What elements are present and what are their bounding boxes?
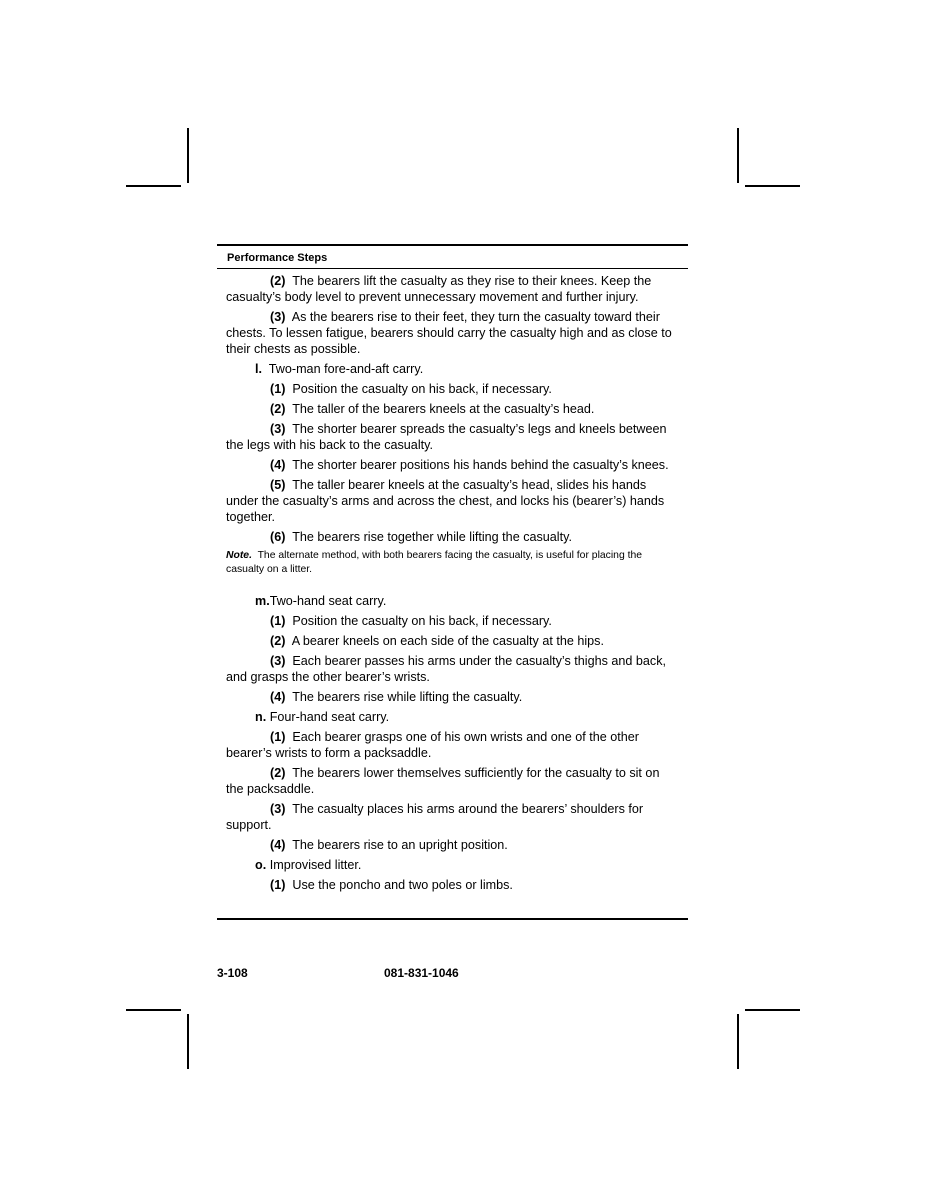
step-paragraph — [226, 765, 678, 797]
step-number: (4) — [270, 838, 286, 852]
substep-title: Improvised litter. — [269, 858, 362, 872]
substep-title: Four-hand seat carry. — [269, 710, 390, 724]
step-text: The bearers rise while lifting the casualty. — [292, 690, 523, 704]
step-paragraph — [226, 401, 678, 417]
note-label: Note. — [226, 550, 252, 561]
crop-mark-bottom-left-vertical — [187, 1014, 189, 1069]
step-number: (1) — [270, 382, 286, 396]
substep-letter: o. — [255, 858, 267, 872]
step-text: Position the casualty on his back, if necessary. — [292, 382, 552, 396]
step-paragraph — [226, 529, 678, 545]
substep-heading — [226, 593, 678, 609]
step-number: (3) — [270, 310, 286, 324]
step-text: A bearer kneels on each side of the casualty at the hips. — [291, 634, 604, 648]
step-text: The bearers lower themselves sufficiently for the casualty to sit on the packsaddle. — [226, 766, 660, 796]
page-number: 3-108 — [217, 966, 248, 980]
section-title: Performance Steps — [227, 252, 328, 264]
step-paragraph — [226, 273, 678, 305]
crop-mark-bottom-left-horizontal — [126, 1009, 181, 1011]
content-bottom-rule — [217, 918, 688, 920]
substep-heading — [226, 361, 678, 377]
step-number: (1) — [270, 878, 286, 892]
step-paragraph — [226, 457, 678, 473]
step-number: (3) — [270, 654, 286, 668]
step-text: The bearers lift the casualty as they rise to their knees. Keep the casualty’s body level to prevent unnecessary movement and further injury. — [226, 274, 652, 304]
document-number: 081-831-1046 — [384, 966, 459, 980]
step-paragraph — [226, 381, 678, 397]
step-number: (4) — [270, 690, 286, 704]
step-text: The taller of the bearers kneels at the casualty’s head. — [292, 402, 595, 416]
step-number: (4) — [270, 458, 286, 472]
substep-letter: l. — [255, 362, 262, 376]
step-number: (6) — [270, 530, 286, 544]
step-paragraph — [226, 309, 678, 357]
step-number: (2) — [270, 634, 286, 648]
crop-mark-top-left-vertical — [187, 128, 189, 183]
substep-title: Two-man fore-and-aft carry. — [268, 362, 424, 376]
section-header — [217, 244, 688, 269]
step-paragraph — [226, 729, 678, 761]
step-text: The shorter bearer positions his hands behind the casualty’s knees. — [292, 458, 669, 472]
step-text: The taller bearer kneels at the casualty’s head, slides his hands under the casualty’s arms and across the chest, and locks his (bearer’s) hands together. — [226, 478, 665, 524]
step-number: (2) — [270, 274, 286, 288]
step-paragraph — [226, 689, 678, 705]
crop-mark-bottom-right-horizontal — [745, 1009, 800, 1011]
crop-mark-top-right-vertical — [737, 128, 739, 183]
step-number: (3) — [270, 802, 286, 816]
step-number: (1) — [270, 614, 286, 628]
step-paragraph — [226, 421, 678, 453]
step-text: Each bearer grasps one of his own wrists and one of the other bearer’s wrists to form a packsaddle. — [226, 730, 639, 760]
step-text: The bearers rise together while lifting the casualty. — [292, 530, 572, 544]
substep-heading — [226, 709, 678, 725]
step-paragraph — [226, 801, 678, 833]
step-paragraph — [226, 613, 678, 629]
note-text: The alternate method, with both bearers facing the casualty, is useful for placing the casualty on a litter. — [226, 550, 643, 575]
step-text: The bearers rise to an upright position. — [292, 838, 508, 852]
step-text: As the bearers rise to their feet, they turn the casualty toward their chests. To lessen fatigue, bearers should carry the casualty high and as close to their chests as possible. — [226, 310, 672, 356]
header-bottom-rule — [217, 268, 688, 269]
crop-mark-top-right-horizontal — [745, 185, 800, 187]
substep-title: Two-hand seat carry. — [269, 594, 387, 608]
step-number: (5) — [270, 478, 286, 492]
substep-heading — [226, 857, 678, 873]
step-text: Each bearer passes his arms under the casualty’s thighs and back, and grasps the other bearer’s wrists. — [226, 654, 666, 684]
step-number: (1) — [270, 730, 286, 744]
step-paragraph — [226, 633, 678, 649]
step-number: (3) — [270, 422, 286, 436]
step-text: The shorter bearer spreads the casualty’s legs and kneels between the legs with his back to the casualty. — [226, 422, 667, 452]
step-number: (2) — [270, 402, 286, 416]
step-text: The casualty places his arms around the bearers’ shoulders for support. — [226, 802, 644, 832]
step-paragraph — [226, 837, 678, 853]
step-text: Position the casualty on his back, if necessary. — [292, 614, 552, 628]
step-number: (2) — [270, 766, 286, 780]
substep-letter: n. — [255, 710, 267, 724]
step-text: Use the poncho and two poles or limbs. — [292, 878, 513, 892]
note-paragraph — [226, 549, 678, 577]
crop-mark-top-left-horizontal — [126, 185, 181, 187]
performance-steps-content — [226, 273, 678, 897]
crop-mark-bottom-right-vertical — [737, 1014, 739, 1069]
step-paragraph — [226, 877, 678, 893]
step-paragraph — [226, 477, 678, 525]
substep-letter: m. — [255, 594, 270, 608]
step-paragraph — [226, 653, 678, 685]
